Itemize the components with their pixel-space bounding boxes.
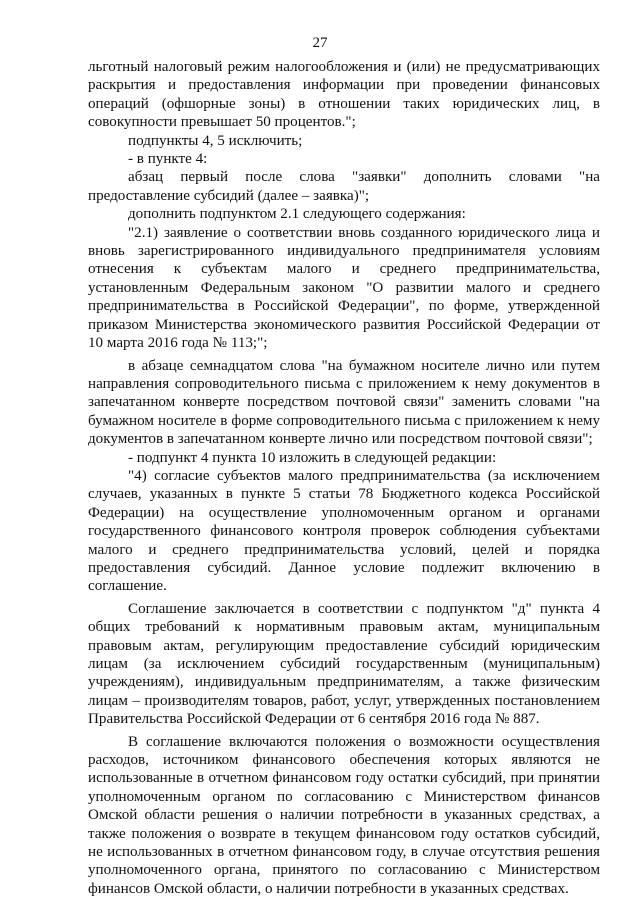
paragraph-agreement-provisions: В соглашение включаются положения о возможности осуществления расходов, источником финансового обеспечения которых являются не использованные в отчетном финансовом году остатки субсидий, при принятии уполномоченным органом по согласованию с Министерством финансов Омской области решения о наличии потребности в указанных средствах, а также положения о возврате в текущем финансовом году остатков субсидий, не использованных в отчетном финансовом году, в случае отсутствия решения уполномоченного органа, принятого по согласованию с Министерством финансов Омской области, о наличии потребности в указанных средствах. (88, 733, 600, 897)
paragraph-agreement-conclusion: Соглашение заключается в соответствии с подпунктом "д" пункта 4 общих требований к нормативным правовым актам, муниципальным правовым актам, регулирующим предоставление субсидий юридическим лицам (за исключением субсидий государственным (муниципальным) учреждениям), индивидуальным предпринимателям, а также физическим лицам – производителям товаров, работ, услуг, утвержденных постановлением Правительства Российской Федерации от 6 сентября 2016 года № 887. (88, 600, 600, 728)
paragraph-add-subpoint-2-1: дополнить подпунктом 2.1 следующего содержания: (128, 206, 466, 223)
paragraph-exclude-subpoints: подпункты 4, 5 исключить; (128, 132, 303, 149)
page-number: 27 (312, 35, 328, 51)
paragraph-subpoint-2-1-text: "2.1) заявление о соответствии вновь созданного юридического лица и вновь зарегистрированного индивидуального предпринимателя условиям отнесения к субъектам малого и среднего предпринимательства, установленным Федеральным законом "О развитии малого и среднего предпринимательства в Российской Федерации", по форме, утвержденной приказом Министерства экономического развития Российской Федерации от 10 марта 2016 года № 113;"; (88, 224, 600, 352)
paragraph-subpoint-4-point-10: - подпункт 4 пункта 10 изложить в следующей редакции: (128, 449, 497, 466)
paragraph-point-4-heading: - в пункте 4: (128, 151, 208, 168)
paragraph-consent-text: "4) согласие субъектов малого предпринимательства (за исключением случаев, указанных в пункте 5 статьи 78 Бюджетного кодекса Российской Федерации) на осуществление уполномоченным органом и органами государственного финансового контроля проверок соблюдения субъектами малого и среднего предпринимательства условий, целей и порядка предоставления субсидий. Данное условие подлежит включению в соглашение. (88, 467, 600, 595)
document-body (88, 58, 600, 898)
paragraph-continuation: льготный налоговый режим налогообложения и (или) не предусматривающих раскрытия и предоставления информации при проведении финансовых операций (офшорные зоны) в отношении таких юридических лиц, в совокупности превышает 50 процентов."; (88, 59, 600, 131)
paragraph-first-clause-amendment: абзац первый после слова "заявки" дополнить словами "на предоставление субсидий (далее – заявка)"; (88, 169, 600, 204)
paragraph-seventeenth-clause: в абзаце семнадцатом слова "на бумажном носителе лично или путем направления сопроводительного письма с приложением к нему документов в запечатанном конверте посредством почтовой связи" заменить словами "на бумажном носителе в форме сопроводительного письма с приложением к нему документов в запечатанном конверте лично или посредством почтовой связи"; (88, 357, 600, 448)
